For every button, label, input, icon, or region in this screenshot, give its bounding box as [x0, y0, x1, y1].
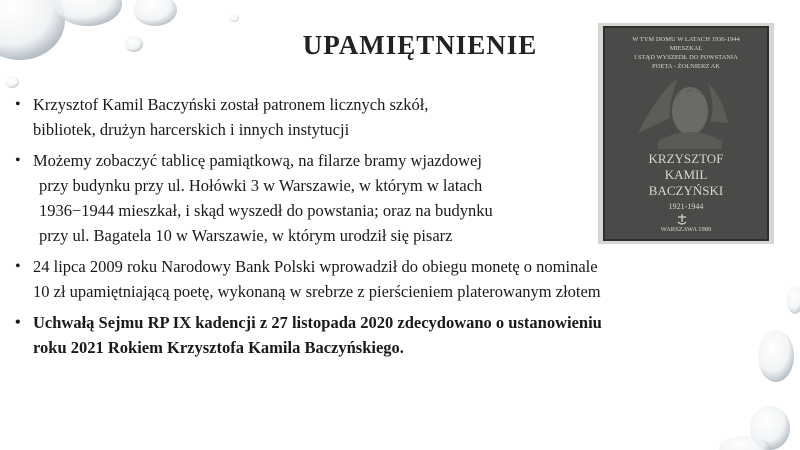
bullet-item-plaque	[15, 148, 593, 248]
bullet-line: 10 zł upamiętniającą poetę, wykonaną w srebrze z pierścieniem platerowanym złotem	[33, 282, 601, 301]
bullet-item-coin	[15, 254, 753, 304]
bullet-line: Uchwałą Sejmu RP IX kadencji z 27 listopada 2020 zdecydowano o ustanowieniu	[33, 313, 602, 332]
bullet-line: bibliotek, drużyn harcerskich i innych instytucji	[33, 120, 350, 139]
slide-title: UPAMIĘTNIENIE	[302, 30, 538, 60]
bullet-line: 24 lipca 2009 roku Narodowy Bank Polski wprowadził do obiegu monetę o nominale	[33, 257, 598, 276]
bullet-line: 1936−1944 mieszkał, i skąd wyszedł do powstania; oraz na budynku	[39, 201, 493, 220]
memorial-plaque-photo	[598, 23, 774, 244]
plaque-name: BACZYŃSKI	[648, 183, 724, 198]
plaque-text: I STĄD WYSZEDŁ DO POWSTANIA	[634, 54, 738, 61]
plaque-text: POETA - ŻOŁNIERZ AK	[652, 63, 720, 70]
plaque-name: KRZYSZTOF	[648, 151, 724, 166]
bullet-line: przy ul. Bagatela 10 w Warszawie, w którym urodził się pisarz	[39, 226, 453, 245]
plaque-years: 1921-1944	[668, 202, 704, 211]
bullet-item-sejm-resolution	[15, 310, 753, 360]
drop-group-top-left	[0, 0, 239, 88]
bullet-line: • Możemy zobaczyć tablicę pamiątkową, na filarze bramy wjazdowej	[33, 151, 482, 170]
plaque-footer: WARSZAWA 1989	[660, 226, 712, 233]
bullet-line: Krzysztof Kamil Baczyński został patronem licznych szkół,	[33, 95, 429, 114]
plaque-text: MIESZKAŁ	[669, 45, 703, 52]
bullet-line: przy budynku przy ul. Hołówki 3 w Warszawie, w którym w latach	[39, 176, 483, 195]
bullet-line: roku 2021 Rokiem Krzysztofa Kamila Baczyńskiego.	[33, 338, 404, 357]
plaque-name: KAMIL	[664, 167, 708, 182]
bullet-item-patron	[15, 92, 543, 142]
plaque-text: W TYM DOMU W LATACH 1936-1944	[632, 36, 740, 43]
